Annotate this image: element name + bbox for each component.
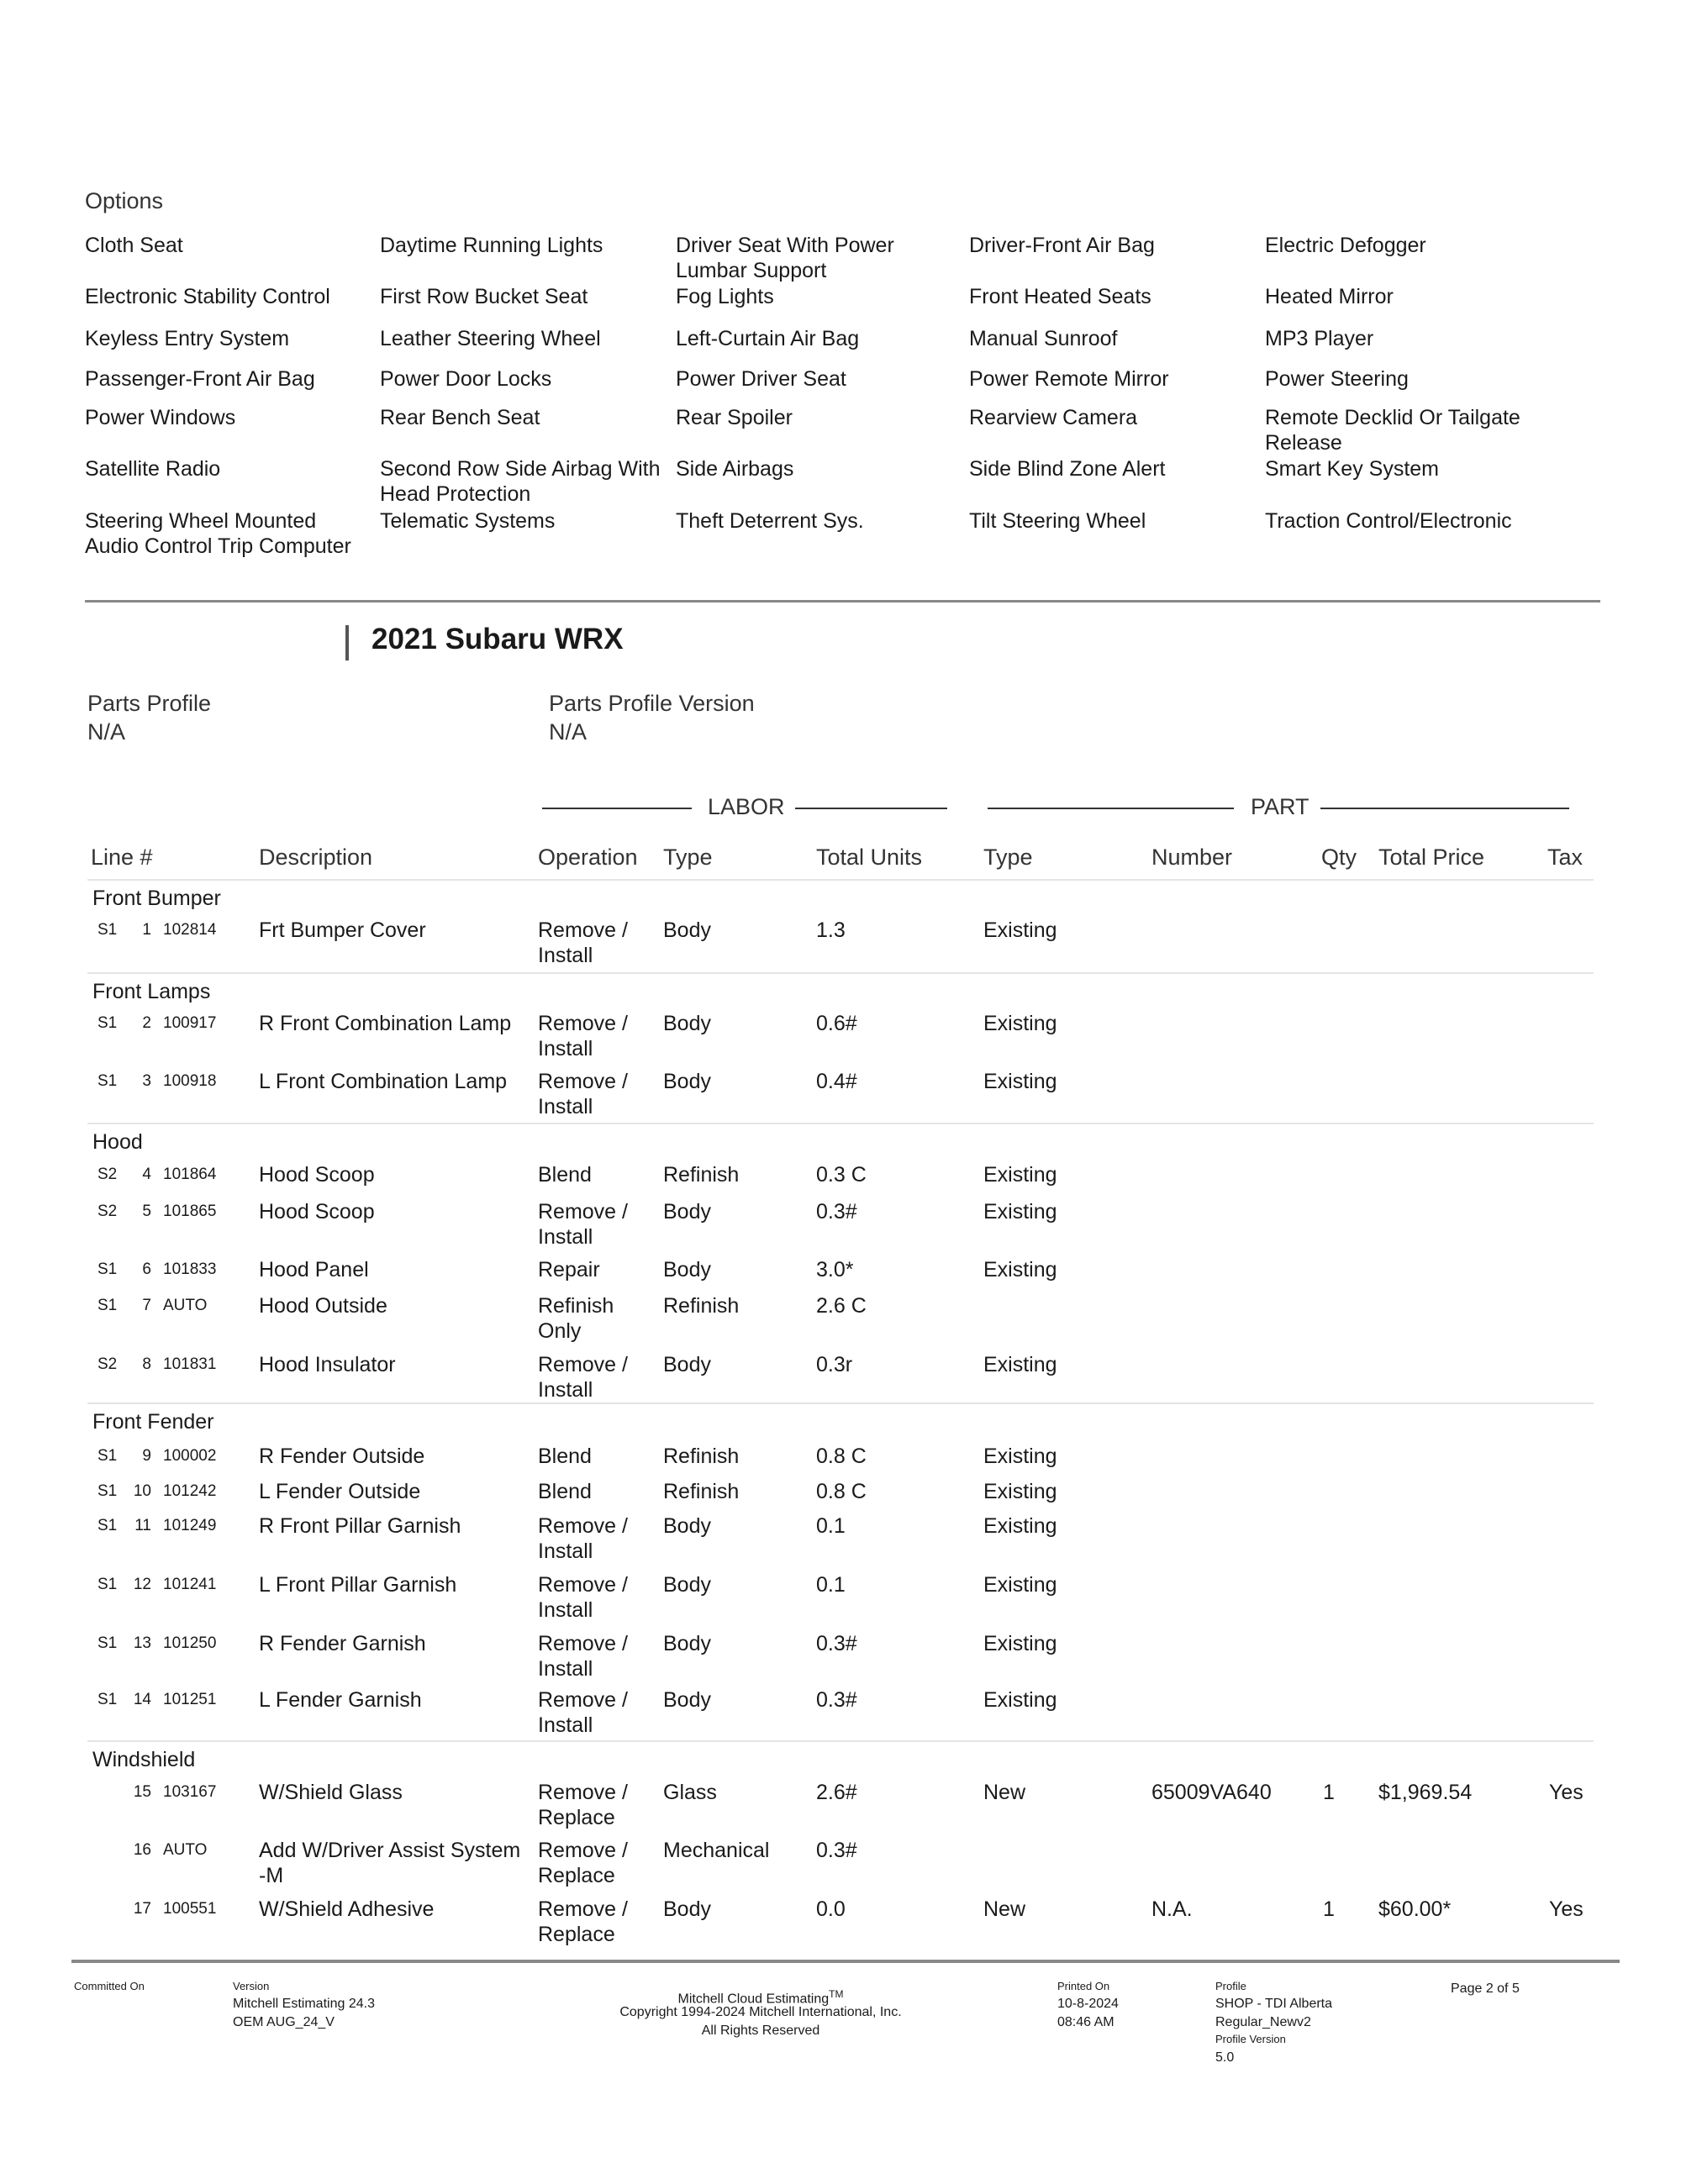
group-header: Front Bumper (92, 887, 221, 910)
option-item: Satellite Radio (85, 457, 221, 481)
footer-divider (71, 1960, 1620, 1963)
line-labor-type: Body (663, 918, 711, 942)
option-item: Driver-Front Air Bag (969, 234, 1155, 257)
trademark: TM (829, 1988, 844, 2000)
line-part-type: New (983, 1897, 1026, 1921)
line-description: L Fender Outside (259, 1480, 421, 1503)
line-code: 101864 (163, 1166, 217, 1183)
header-separator (87, 879, 1594, 881)
line-description: R Fender Outside (259, 1445, 425, 1468)
committed-on-label: Committed On (74, 1980, 145, 1992)
line-labor-type: Body (663, 1012, 711, 1035)
line-labor-type: Body (663, 1514, 711, 1538)
parts-profile-version-value: N/A (549, 719, 588, 745)
line-qty: 1 (1323, 1897, 1335, 1921)
line-number: 13 (133, 1634, 151, 1652)
option-item: Daytime Running Lights (380, 234, 603, 257)
line-labor-type: Body (663, 1897, 711, 1921)
col-tax: Tax (1547, 845, 1584, 870)
version-1: Mitchell Estimating 24.3 (233, 1997, 375, 2011)
line-description: Hood Insulator (259, 1353, 396, 1376)
line-part-type: Existing (983, 1514, 1057, 1538)
line-total-units: 0.3# (816, 1688, 857, 1712)
line-prefix: S1 (97, 1014, 118, 1032)
line-number: 7 (142, 1297, 151, 1314)
line-code: 101833 (163, 1260, 217, 1278)
printed-on-label: Printed On (1057, 1980, 1110, 1992)
profile-version-label: Profile Version (1215, 2033, 1286, 2045)
line-part-number: 65009VA640 (1151, 1781, 1272, 1804)
line-labor-type: Body (663, 1688, 711, 1712)
title-bar (345, 625, 349, 660)
line-total-units: 0.3r (816, 1353, 853, 1376)
line-total-price: $60.00* (1378, 1897, 1452, 1921)
line-operation: Repair (538, 1258, 600, 1281)
printed-date: 10-8-2024 (1057, 1997, 1119, 2011)
profile-version: 5.0 (1215, 2050, 1235, 2065)
option-item: Power Windows (85, 406, 236, 429)
option-item: Front Heated Seats (969, 285, 1151, 308)
option-item: Traction Control/Electronic (1265, 509, 1512, 533)
part-line-left (988, 808, 1234, 809)
vehicle-title: 2021 Subaru WRX (372, 623, 624, 655)
option-item: Side Airbags (676, 457, 794, 481)
line-number: 11 (134, 1517, 151, 1534)
option-item: Steering Wheel Mounted Audio Control Trip Computer (85, 509, 351, 558)
col-operation: Operation (538, 845, 638, 870)
line-description: Hood Scoop (259, 1163, 375, 1187)
part-line-right (1320, 808, 1569, 809)
profile-2: Regular_Newv2 (1215, 2015, 1311, 2029)
line-part-type: Existing (983, 1688, 1057, 1712)
line-labor-type: Refinish (663, 1480, 740, 1503)
option-item: Telematic Systems (380, 509, 556, 533)
line-operation: Remove / Install (538, 1012, 628, 1060)
profile-label: Profile (1215, 1980, 1246, 1992)
col-number: Number (1151, 845, 1233, 870)
line-operation: Remove / Replace (538, 1897, 628, 1946)
line-part-type: New (983, 1781, 1026, 1804)
line-number: 15 (133, 1783, 151, 1801)
option-item: Power Door Locks (380, 367, 552, 391)
labor-line-right (795, 808, 947, 809)
option-item: Smart Key System (1265, 457, 1439, 481)
line-total-units: 1.3 (816, 918, 846, 942)
option-item: Manual Sunroof (969, 327, 1118, 350)
line-labor-type: Refinish (663, 1445, 740, 1468)
line-tax: Yes (1549, 1897, 1584, 1921)
line-number: 6 (142, 1260, 151, 1278)
profile-1: SHOP - TDI Alberta (1215, 1997, 1333, 2011)
line-total-units: 2.6# (816, 1781, 857, 1804)
line-description: R Front Pillar Garnish (259, 1514, 461, 1538)
line-labor-type: Body (663, 1200, 711, 1224)
line-total-units: 2.6 C (816, 1294, 867, 1318)
line-operation: Remove / Install (538, 918, 628, 967)
line-part-type: Existing (983, 918, 1057, 942)
group-separator (87, 1402, 1594, 1404)
option-item: Electric Defogger (1265, 234, 1426, 257)
line-operation: Blend (538, 1163, 592, 1187)
line-number: 10 (133, 1482, 151, 1500)
line-prefix: S2 (97, 1355, 118, 1373)
col-description: Description (259, 845, 373, 870)
line-total-units: 3.0* (816, 1258, 854, 1281)
col-line: Line # (91, 845, 153, 870)
line-part-type: Existing (983, 1353, 1057, 1376)
line-total-units: 0.3# (816, 1839, 857, 1862)
line-part-type: Existing (983, 1445, 1057, 1468)
group-separator (87, 972, 1594, 974)
line-operation: Remove / Replace (538, 1781, 628, 1829)
labor-line-left (542, 808, 692, 809)
part-header: PART (1251, 794, 1309, 819)
rights: All Rights Reserved (701, 2023, 820, 2038)
option-item: Rearview Camera (969, 406, 1138, 429)
line-part-type: Existing (983, 1480, 1057, 1503)
line-description: L Front Combination Lamp (259, 1070, 508, 1093)
line-number: 17 (133, 1900, 151, 1918)
line-description: Hood Panel (259, 1258, 369, 1281)
copyright: Copyright 1994-2024 Mitchell International, Inc. (619, 2005, 902, 2019)
line-operation: Blend (538, 1445, 592, 1468)
line-part-number: N.A. (1151, 1897, 1193, 1921)
option-item: Side Blind Zone Alert (969, 457, 1166, 481)
line-part-type: Existing (983, 1012, 1057, 1035)
line-total-units: 0.8 C (816, 1480, 867, 1503)
page-number: Page 2 of 5 (1451, 1981, 1520, 1996)
line-labor-type: Body (663, 1353, 711, 1376)
option-item: Keyless Entry System (85, 327, 290, 350)
line-code: 100918 (163, 1072, 217, 1090)
line-code: 101249 (163, 1517, 217, 1534)
line-total-price: $1,969.54 (1378, 1781, 1473, 1804)
option-item: First Row Bucket Seat (380, 285, 588, 308)
parts-profile-label: Parts Profile (87, 691, 212, 716)
option-item: Remote Decklid Or Tailgate Release (1265, 406, 1520, 455)
option-item: Tilt Steering Wheel (969, 509, 1146, 533)
line-number: 12 (133, 1576, 151, 1593)
line-description: L Front Pillar Garnish (259, 1573, 457, 1597)
line-description: R Front Combination Lamp (259, 1012, 512, 1035)
option-item: Leather Steering Wheel (380, 327, 601, 350)
option-item: Fog Lights (676, 285, 774, 308)
line-code: 101251 (163, 1691, 217, 1708)
option-item: Passenger-Front Air Bag (85, 367, 315, 391)
printed-time: 08:46 AM (1057, 2015, 1115, 2029)
line-number: 9 (142, 1447, 151, 1465)
line-total-units: 0.1 (816, 1514, 846, 1538)
line-operation: Remove / Install (538, 1514, 628, 1563)
line-total-units: 0.4# (816, 1070, 857, 1093)
line-operation: Remove / Replace (538, 1839, 628, 1887)
line-number: 4 (142, 1166, 151, 1183)
line-code: 103167 (163, 1783, 217, 1801)
option-item: Cloth Seat (85, 234, 183, 257)
line-code: 100551 (163, 1900, 217, 1918)
option-item: MP3 Player (1265, 327, 1374, 350)
option-item: Heated Mirror (1265, 285, 1394, 308)
line-prefix: S2 (97, 1166, 118, 1183)
line-part-type: Existing (983, 1200, 1057, 1224)
line-prefix: S2 (97, 1203, 118, 1220)
line-total-units: 0.3# (816, 1632, 857, 1655)
group-header: Windshield (92, 1748, 196, 1771)
option-item: Second Row Side Airbag With Head Protection (380, 457, 661, 506)
line-labor-type: Body (663, 1070, 711, 1093)
line-code: AUTO (163, 1297, 208, 1314)
line-part-type: Existing (983, 1573, 1057, 1597)
line-description: L Fender Garnish (259, 1688, 422, 1712)
line-prefix: S1 (97, 1576, 118, 1593)
group-header: Front Fender (92, 1410, 214, 1434)
line-tax: Yes (1549, 1781, 1584, 1804)
product-label: Mitchell Cloud Estimating (677, 1992, 830, 2007)
option-item: Power Remote Mirror (969, 367, 1169, 391)
line-part-type: Existing (983, 1632, 1057, 1655)
divider (85, 600, 1600, 603)
col-qty: Qty (1321, 845, 1357, 870)
line-prefix: S1 (97, 921, 118, 939)
line-total-units: 0.3# (816, 1200, 857, 1224)
line-code: 101241 (163, 1576, 217, 1593)
line-prefix: S1 (97, 1691, 118, 1708)
line-labor-type: Refinish (663, 1163, 740, 1187)
line-prefix: S1 (97, 1482, 118, 1500)
line-description: W/Shield Adhesive (259, 1897, 435, 1921)
parts-profile-value: N/A (87, 719, 126, 745)
version-label: Version (233, 1980, 270, 1992)
line-total-units: 0.1 (816, 1573, 846, 1597)
line-description: Hood Outside (259, 1294, 387, 1318)
group-header: Hood (92, 1130, 143, 1154)
line-description: Add W/Driver Assist System -M (259, 1839, 521, 1887)
option-item: Driver Seat With Power Lumbar Support (676, 234, 894, 282)
line-prefix: S1 (97, 1072, 118, 1090)
group-separator (87, 1740, 1594, 1742)
version-2: OEM AUG_24_V (233, 2015, 335, 2029)
line-labor-type: Body (663, 1573, 711, 1597)
line-number: 8 (142, 1355, 151, 1373)
line-code: 101250 (163, 1634, 217, 1652)
line-code: AUTO (163, 1841, 208, 1859)
line-operation: Remove / Install (538, 1688, 628, 1737)
line-operation: Remove / Install (538, 1200, 628, 1249)
line-code: 101242 (163, 1482, 217, 1500)
line-number: 3 (142, 1072, 151, 1090)
option-item: Left-Curtain Air Bag (676, 327, 860, 350)
line-labor-type: Refinish (663, 1294, 740, 1318)
line-code: 100917 (163, 1014, 217, 1032)
option-item: Rear Spoiler (676, 406, 793, 429)
line-number: 16 (133, 1841, 151, 1859)
line-operation: Remove / Install (538, 1070, 628, 1118)
line-qty: 1 (1323, 1781, 1335, 1804)
line-description: R Fender Garnish (259, 1632, 426, 1655)
line-number: 1 (142, 921, 151, 939)
line-operation: Remove / Install (538, 1573, 628, 1622)
line-prefix: S1 (97, 1447, 118, 1465)
line-description: Frt Bumper Cover (259, 918, 426, 942)
line-operation: Blend (538, 1480, 592, 1503)
line-code: 101831 (163, 1355, 217, 1373)
group-header: Front Lamps (92, 980, 211, 1003)
line-code: 102814 (163, 921, 217, 939)
line-prefix: S1 (97, 1260, 118, 1278)
line-total-units: 0.3 C (816, 1163, 867, 1187)
line-number: 5 (142, 1203, 151, 1220)
labor-header: LABOR (708, 794, 785, 819)
col-total-price: Total Price (1378, 845, 1485, 870)
col-total-units: Total Units (816, 845, 923, 870)
option-item: Power Driver Seat (676, 367, 846, 391)
line-prefix: S1 (97, 1634, 118, 1652)
line-labor-type: Body (663, 1632, 711, 1655)
line-part-type: Existing (983, 1163, 1057, 1187)
line-labor-type: Glass (663, 1781, 717, 1804)
line-total-units: 0.8 C (816, 1445, 867, 1468)
line-labor-type: Mechanical (663, 1839, 770, 1862)
line-labor-type: Body (663, 1258, 711, 1281)
option-item: Rear Bench Seat (380, 406, 540, 429)
line-part-type: Existing (983, 1258, 1057, 1281)
line-description: W/Shield Glass (259, 1781, 403, 1804)
line-operation: Remove / Install (538, 1632, 628, 1681)
line-code: 100002 (163, 1447, 217, 1465)
line-prefix: S1 (97, 1517, 118, 1534)
line-code: 101865 (163, 1203, 217, 1220)
group-separator (87, 1123, 1594, 1124)
col-part-type: Type (983, 845, 1033, 870)
option-item: Theft Deterrent Sys. (676, 509, 864, 533)
line-part-type: Existing (983, 1070, 1057, 1093)
line-total-units: 0.6# (816, 1012, 857, 1035)
line-number: 2 (142, 1014, 151, 1032)
line-number: 14 (133, 1691, 151, 1708)
option-item: Power Steering (1265, 367, 1409, 391)
options-title: Options (85, 188, 164, 213)
parts-profile-version-label: Parts Profile Version (549, 691, 755, 716)
line-prefix: S1 (97, 1297, 118, 1314)
line-total-units: 0.0 (816, 1897, 846, 1921)
line-operation: Remove / Install (538, 1353, 628, 1402)
col-labor-type: Type (663, 845, 713, 870)
option-item: Electronic Stability Control (85, 285, 330, 308)
line-description: Hood Scoop (259, 1200, 375, 1224)
line-operation: Refinish Only (538, 1294, 614, 1343)
